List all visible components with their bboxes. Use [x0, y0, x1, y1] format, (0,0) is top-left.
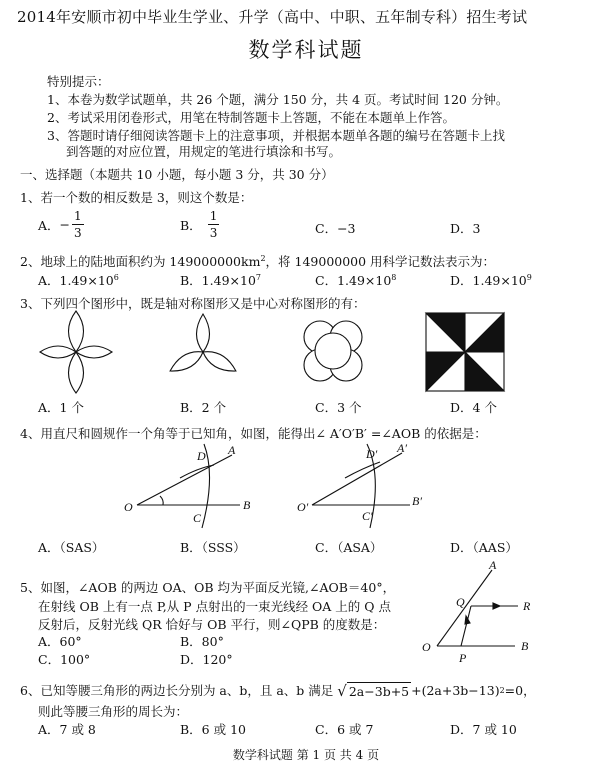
q1-b-num: 1	[209, 209, 218, 223]
q3-figures	[0, 308, 612, 396]
q1-b-fraction	[208, 210, 220, 239]
q6-stem-b: 则此等腰三角形的周长为：	[38, 704, 189, 719]
q6-option-a: A．7 或 8	[38, 722, 96, 737]
q5-line-1: 5、如图，∠AOB 的两边 OA、OB 均为平面反光镜,∠AOB＝40°，	[20, 580, 396, 595]
q5-label-b: B	[521, 639, 529, 653]
q4-f1-label-o: O	[124, 500, 133, 514]
q2-stem-a: 2、地球上的陆地面积约为 149000000km	[20, 254, 261, 269]
q4-f1-label-d: D	[197, 449, 206, 463]
q6-tail-sup: 2	[499, 685, 505, 695]
q4-f2-label-c: C′	[362, 509, 373, 523]
q3-figure-2	[167, 314, 239, 377]
q6-option-c: C．6 或 7	[315, 722, 374, 737]
q5-option-c: C．100°	[38, 652, 91, 667]
q2-c-base: C．1.49×10	[315, 273, 392, 288]
q3-figure-3	[304, 321, 362, 381]
section-title: 一、选择题（本题共 10 小题，每小题 3 分，共 30 分）	[20, 167, 334, 182]
q4-f2-label-a: A′	[397, 441, 407, 455]
q4-f2-label-d: D′	[366, 447, 378, 461]
q6-sqrt	[337, 682, 411, 699]
q6-option-b: B．6 或 10	[180, 722, 246, 737]
q4-option-a: A．（SAS）	[38, 540, 105, 555]
q2-d-base: D．1.49×10	[450, 273, 527, 288]
q2-option-c	[315, 271, 396, 289]
q5-line-3: 反射后，反射光线 QR 恰好与 OB 平行，则∠QPB 的度数是：	[38, 617, 386, 632]
q2-c-exp: 8	[391, 272, 397, 282]
q4-option-d: D．（AAS）	[450, 540, 518, 555]
q1-b-den: 3	[209, 226, 218, 240]
q3-option-d: D．4 个	[450, 400, 497, 415]
q4-option-b: B．（SSS）	[180, 540, 246, 555]
q1-option-d: D．3	[450, 221, 481, 236]
q2-option-b	[180, 271, 261, 289]
notice-item-1: 1、本卷为数学试题单，共 26 个题，满分 150 分，共 4 页。考试时间 120 分钟。	[47, 92, 509, 107]
q3-option-b: B．2 个	[180, 400, 227, 415]
q1-a-fraction	[72, 210, 84, 239]
notice-item-3: 3、答题时请仔细阅读答题卡上的注意事项，并根据本题单各题的编号在答题卡上找	[47, 128, 505, 143]
q4-f1-label-b: B	[243, 498, 251, 512]
q5-label-p: P	[459, 651, 467, 665]
q6-radical-sign-icon: √	[337, 681, 347, 700]
q6-stem-a: 6、已知等腰三角形的两边长分别为 a、b，且 a、b 满足	[20, 683, 334, 698]
q6-radicand: 2a−3b+5	[348, 683, 410, 699]
q4-stem: 4、用直尺和圆规作一个角等于已知角，如图，能得出∠ A′O′B′ =∠AOB 的依据是：	[20, 426, 487, 441]
q4-figure-2	[312, 444, 410, 528]
q4-figures	[0, 440, 612, 532]
q6-stem	[20, 681, 536, 699]
q1-option-c: C．−3	[315, 221, 356, 236]
q1-stem: 1、若一个数的相反数是 3，则这个数是：	[20, 190, 253, 205]
q6-option-d: D．7 或 10	[450, 722, 517, 737]
q1-a-den: 3	[74, 226, 82, 240]
q3-figure-4	[426, 313, 504, 391]
q1-b-label: B．	[180, 217, 202, 233]
q1-a-label: A．	[38, 217, 60, 233]
q5-figure	[415, 558, 565, 670]
q2-b-exp: 7	[255, 272, 261, 282]
q2-stem-sup: 2	[260, 253, 266, 263]
q3-option-c: C．3 个	[315, 400, 362, 415]
q2-option-a	[38, 271, 119, 289]
q5-option-b: B．80°	[180, 634, 224, 649]
q2-b-base: B．1.49×10	[180, 273, 256, 288]
exam-title: 2014年安顺市初中毕业生学业、升学（高中、中职、五年制专科）招生考试	[17, 8, 528, 26]
q5-label-a: A	[489, 558, 497, 572]
q3-figure-1	[40, 311, 112, 393]
q5-option-d: D．120°	[180, 652, 233, 667]
q2-option-d	[450, 271, 532, 289]
q5-line-2: 在射线 OB 上有一点 P,从 P 点射出的一束光线经 OA 上的 Q 点	[38, 599, 391, 614]
q6-tail: +(2a+3b−13)	[411, 682, 500, 698]
q4-f1-label-c: C	[193, 511, 202, 525]
q5-label-o: O	[422, 640, 431, 654]
q2-stem	[20, 252, 495, 270]
q6-eq: =0，	[504, 683, 536, 698]
q1-option-b	[180, 210, 219, 239]
paper-title: 数学科试题	[248, 38, 364, 62]
q1-a-num: 1	[74, 209, 82, 223]
q2-a-exp: 6	[113, 272, 119, 282]
q4-option-c: C．（ASA）	[315, 540, 383, 555]
q3-option-a: A．1 个	[38, 400, 84, 415]
q4-figure-1	[137, 444, 240, 528]
q1-a-sign: −	[59, 217, 71, 232]
q4-f2-label-o: O′	[297, 500, 309, 514]
notice-item-3-cont: 到答题的对应位置，用规定的笔进行填涂和书写。	[66, 144, 342, 159]
q2-stem-b: ，将 149000000 用科学记数法表示为：	[265, 254, 496, 269]
q2-a-base: A．1.49×10	[38, 273, 114, 288]
q5-label-q: Q	[456, 595, 465, 609]
notice-heading: 特别提示：	[47, 74, 110, 89]
page-footer: 数学科试题 第 1 页 共 4 页	[232, 748, 380, 762]
notice-item-2: 2、考试采用闭卷形式，用笔在特制答题卡上答题，不能在本题单上作答。	[47, 110, 455, 125]
q2-d-exp: 9	[526, 272, 532, 282]
q4-f1-label-a: A	[228, 443, 236, 457]
q5-option-a: A．60°	[38, 634, 82, 649]
q3-stem: 3、下列四个图形中，既是轴对称图形又是中心对称图形的有：	[20, 296, 366, 311]
q4-f2-label-b: B′	[412, 494, 422, 508]
q5-label-r: R	[523, 599, 531, 613]
q1-option-a	[38, 210, 84, 239]
